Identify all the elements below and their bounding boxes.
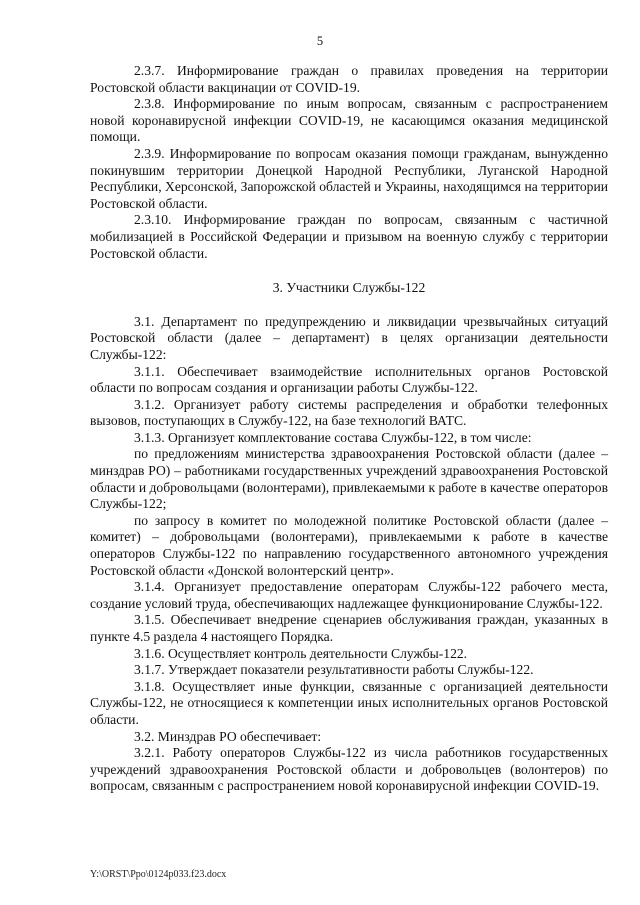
paragraph-3-1-3-item-1: по предложениям министерства здравоохранения Ростовской области (далее – минздрав РО) – работниками государственных учреждений здравоохранения Ростовской области и добровольцами (волонтерами), привлекаемыми к работе в качестве операторов Службы-122; (90, 446, 609, 512)
paragraph-3-1-7: 3.1.7. Утверждает показатели результативности работы Службы-122. (134, 662, 534, 678)
paragraph-3-1: 3.1. Департамент по предупреждению и ликвидации чрезвычайных ситуаций Ростовской области (далее – департамент) в целях организации деятельности Службы-122: (90, 313, 608, 362)
document-body (90, 62, 608, 795)
paragraph-3-1-3: 3.1.3. Организует комплектование состава Службы-122, в том числе: (134, 429, 532, 445)
paragraph-3-1-2: 3.1.2. Организует работу системы распределения и обработки телефонных вызовов, поступающих в Службу-122, на базе технологий ВАТС. (90, 396, 608, 429)
paragraph-2-3-10: 2.3.10. Информирование граждан по вопросам, связанным с частичной мобилизацией в Российской Федерации и призывом на военную службу с территории Ростовской области. (90, 212, 608, 261)
paragraph-3-2: 3.2. Минздрав РО обеспечивает: (134, 728, 322, 744)
paragraph-3-1-8: 3.1.8. Осуществляет иные функции, связанные с организацией деятельности Службы-122, не относящиеся к компетенции иных исполнительных органов Ростовской области. (90, 678, 608, 727)
paragraph-3-2-1: 3.2.1. Работу операторов Службы-122 из числа работников государственных учреждений здравоохранения Ростовской области и добровольцев (волонтеров) по вопросам, связанным с распространением новой коронавирусной инфекции COVID-19. (90, 745, 608, 794)
paragraph-3-1-1: 3.1.1. Обеспечивает взаимодействие исполнительных органов Ростовской области по вопросам создания и организации работы Службы-122. (90, 363, 608, 396)
paragraph-2-3-9: 2.3.9. Информирование по вопросам оказания помощи гражданам, вынужденно покинувшим территории Донецкой Народной Республики, Луганской Народной Республики, Херсонской, Запорожской областей и Украины, находящимся на территории Ростовской области. (90, 145, 608, 211)
paragraph-3-1-4: 3.1.4. Организует предоставление операторам Службы-122 рабочего места, создание условий труда, обеспечивающих надлежащее функционирование Службы-122. (90, 579, 608, 611)
section-heading: 3. Участники Службы-122 (272, 280, 426, 296)
page-number: 5 (316, 34, 324, 48)
paragraph-2-3-7: 2.3.7. Информирование граждан о правилах проведения на территории Ростовской области вакцинации от COVID-19. (90, 63, 608, 95)
paragraph-2-3-8: 2.3.8. Информирование по иным вопросам, связанным с распространением новой коронавирусной инфекции COVID-19, не касающимся оказания медицинской помощи. (90, 96, 608, 145)
paragraph-3-1-5: 3.1.5. Обеспечивает внедрение сценариев обслуживания граждан, указанных в пункте 4.5 раздела 4 настоящего Порядка. (90, 612, 608, 644)
paragraph-3-1-6: 3.1.6. Осуществляет контроль деятельности Службы-122. (134, 645, 468, 661)
paragraph-3-1-3-item-2: по запросу в комитет по молодежной политике Ростовской области (далее – комитет) – добровольцами (волонтерами), привлекаемыми к работе в качестве операторов Службы-122 по направлению государственного автономного учреждения Ростовской области «Донской волонтерский центр». (90, 512, 608, 578)
file-path-footer: Y:\ORST\Ppo\0124p033.f23.docx (90, 869, 227, 880)
